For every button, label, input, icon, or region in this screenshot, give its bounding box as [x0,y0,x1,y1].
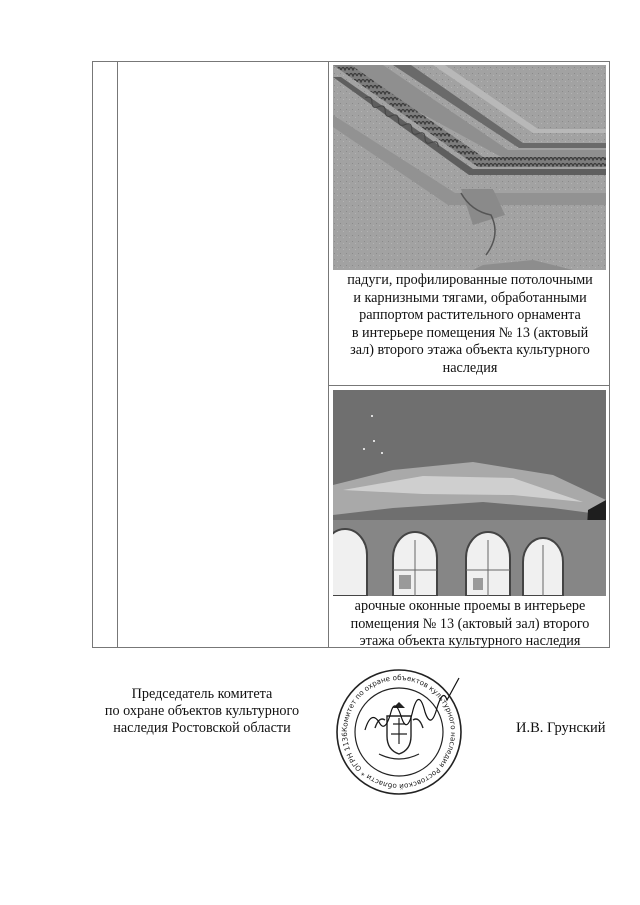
caption-line: зал) второго этажа объекта культурного [350,342,590,358]
ceiling-cornice-photo [333,65,606,270]
table-column-divider [117,62,118,647]
position-line: Председатель комитета [131,686,273,702]
table-column-divider [328,62,329,647]
caption-line: наследия [442,359,498,376]
signatory-name: И.В. Грунский [516,720,606,736]
photo-caption [331,272,609,377]
official-seal [335,668,463,796]
signatory-position [96,686,308,737]
caption-line: арочные оконные проемы в интерьере [354,598,586,614]
caption-line: этажа объекта культурного наследия [359,633,581,649]
svg-text:Комитет по охране объектов кул [335,668,458,791]
position-line: наследия Ростовской области [113,720,291,736]
caption-line: падуги, профилированные потолочными [347,272,593,288]
caption-line: и карнизными тягами, обработанными [353,289,587,306]
arched-windows-photo [333,390,606,596]
document-table [92,61,610,648]
seal-ring-text: Комитет по охране объектов культурного наследия Ростовской области * ОГРН 1136 [339,672,459,792]
position-line: по охране объектов культурного [104,703,300,719]
photo-caption [331,598,609,651]
caption-line: в интерьере помещения № 13 (актовый [351,324,589,341]
caption-line: помещения № 13 (актовый зал) второго [350,615,590,632]
caption-line: раппортом растительного орнамента [359,307,581,323]
table-row-divider [329,385,609,386]
